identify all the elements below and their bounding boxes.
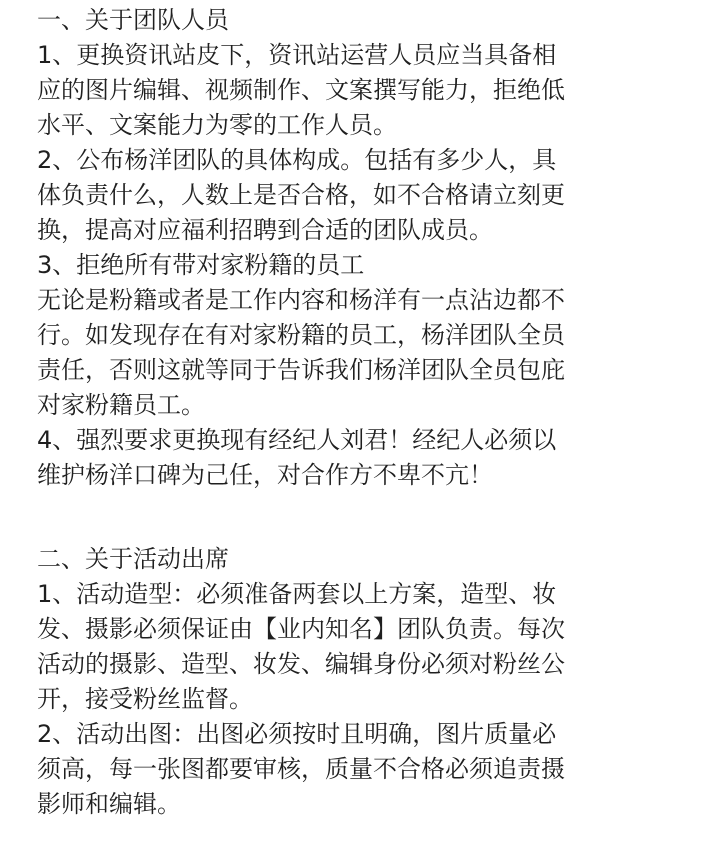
team-item-2-line-2: 体负责什么，人数上是否合格，如不合格请立刻更 bbox=[37, 181, 565, 209]
events-item-1-line-4: 开，接受粉丝监督。 bbox=[37, 685, 253, 713]
team-item-3-line-2: 无论是粉籍或者是工作内容和杨洋有一点沾边都不 bbox=[37, 286, 565, 314]
team-item-3-line-1: 3、拒绝所有带对家粉籍的员工 bbox=[37, 251, 365, 279]
events-item-1-line-1: 1、活动造型：必须准备两套以上方案，造型、妆 bbox=[37, 580, 557, 608]
events-item-1-line-3: 活动的摄影、造型、妆发、编辑身份必须对粉丝公 bbox=[37, 650, 565, 678]
team-item-4-line-2: 维护杨洋口碑为己任，对合作方不卑不亢！ bbox=[37, 461, 493, 489]
events-item-2-line-2: 须高，每一张图都要审核，质量不合格必须追责摄 bbox=[37, 755, 565, 783]
team-item-1-line-1: 1、更换资讯站皮下，资讯站运营人员应当具备相 bbox=[37, 41, 557, 69]
team-item-1-line-2: 应的图片编辑、视频制作、文案撰写能力，拒绝低 bbox=[37, 76, 565, 104]
events-item-2-line-3: 影师和编辑。 bbox=[37, 790, 181, 818]
team-item-1-line-3: 水平、文案能力为零的工作人员。 bbox=[37, 111, 397, 139]
team-item-2-line-1: 2、公布杨洋团队的具体构成。包括有多少人，具 bbox=[37, 146, 557, 174]
team-item-3-line-3: 行。如发现存在有对家粉籍的员工，杨洋团队全员 bbox=[37, 321, 565, 349]
team-item-4-line-1: 4、强烈要求更换现有经纪人刘君！经纪人必须以 bbox=[37, 426, 557, 454]
section-heading-events: 二、关于活动出席 bbox=[37, 545, 229, 573]
team-item-3-line-4: 责任，否则这就等同于告诉我们杨洋团队全员包庇 bbox=[37, 356, 565, 384]
events-item-1-line-2: 发、摄影必须保证由【业内知名】团队负责。每次 bbox=[37, 615, 565, 643]
events-item-2-line-1: 2、活动出图：出图必须按时且明确，图片质量必 bbox=[37, 720, 557, 748]
team-item-3-line-5: 对家粉籍员工。 bbox=[37, 391, 205, 419]
section-heading-team: 一、关于团队人员 bbox=[37, 6, 229, 34]
team-item-2-line-3: 换，提高对应福利招聘到合适的团队成员。 bbox=[37, 216, 493, 244]
